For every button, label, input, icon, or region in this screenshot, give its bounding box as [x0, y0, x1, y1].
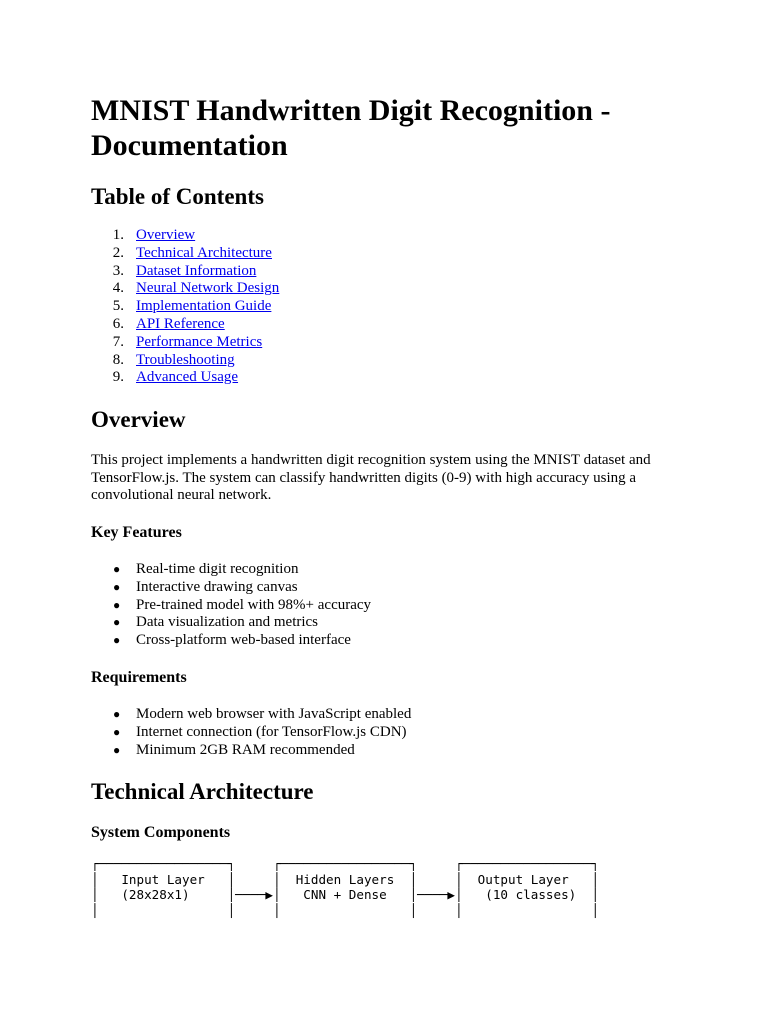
toc-link-api-reference[interactable]: API Reference [136, 315, 225, 332]
toc-link-troubleshooting[interactable]: Troubleshooting [136, 351, 235, 368]
list-item: ● Data visualization and metrics [113, 614, 319, 631]
toc-link-neural-network-design[interactable]: Neural Network Design [136, 280, 280, 297]
toc-link-overview[interactable]: Overview [136, 227, 196, 243]
list-item: ● Cross-platform web-based interface [113, 632, 351, 649]
toc-item: 4. Neural Network Design [112, 280, 280, 297]
toc-item: 5. Implementation Guide [112, 298, 272, 315]
toc-item: 2. Technical Architecture [112, 244, 272, 261]
architecture-diagram: ┌─────────────────┐ ┌─────────────────┐ ┌─────────────────┐ │ Input Layer │ │ Hidden Layers │ │ Output Layer │ │ (28x28x1) │────▶│ CNN + Dense │────▶│ (10 classes) │ │ │ │ │ │ │ [91, 856, 599, 918]
toc-link-technical-architecture[interactable]: Technical Architecture [136, 244, 272, 261]
page-title: MNIST Handwritten Digit Recognition - Documentation [91, 94, 611, 162]
bullet-icon: ● [113, 562, 121, 576]
toc-item: 1. Overview [112, 227, 196, 243]
toc-link-advanced-usage[interactable]: Advanced Usage [136, 369, 239, 386]
technical-architecture-heading: Technical Architecture [91, 779, 314, 804]
overview-paragraph: This project implements a handwritten digit recognition system using the MNIST dataset and TensorFlow.js. The system can classify handwritten digits (0-9) with high accuracy using a convolutional neural network. [91, 452, 651, 503]
list-item: ● Real-time digit recognition [113, 561, 299, 577]
toc-link-implementation-guide[interactable]: Implementation Guide [136, 298, 272, 315]
toc-link-dataset-information[interactable]: Dataset Information [136, 262, 257, 279]
toc-item: 9. Advanced Usage [112, 369, 239, 386]
bullet-icon: ● [113, 615, 121, 630]
key-features-heading: Key Features [91, 524, 182, 541]
requirements-heading: Requirements [91, 669, 187, 686]
bullet-icon: ● [113, 742, 121, 757]
toc-link-performance-metrics[interactable]: Performance Metrics [136, 333, 263, 350]
toc-item: 3. Dataset Information [112, 262, 257, 279]
bullet-icon: ● [113, 707, 121, 721]
bullet-icon: ● [113, 597, 121, 612]
bullet-icon: ● [113, 579, 121, 594]
list-item: ● Internet connection (for TensorFlow.js CDN) [113, 723, 407, 740]
list-item: ● Interactive drawing canvas [113, 578, 298, 595]
toc-item: 7. Performance Metrics [112, 333, 263, 350]
overview-heading: Overview [91, 407, 186, 432]
bullet-icon: ● [113, 633, 121, 648]
toc-item: 6. API Reference [112, 315, 225, 332]
bullet-icon: ● [113, 724, 121, 739]
key-features-list [91, 561, 371, 650]
requirements-list [91, 706, 411, 759]
list-item: ● Pre-trained model with 98%+ accuracy [113, 596, 372, 613]
toc-item: 8. Troubleshooting [112, 351, 235, 368]
toc-list [91, 227, 279, 387]
list-item: ● Minimum 2GB RAM recommended [113, 741, 355, 758]
system-components-heading: System Components [91, 824, 231, 841]
toc-heading: Table of Contents [91, 184, 264, 209]
list-item: ● Modern web browser with JavaScript enabled [113, 706, 412, 722]
